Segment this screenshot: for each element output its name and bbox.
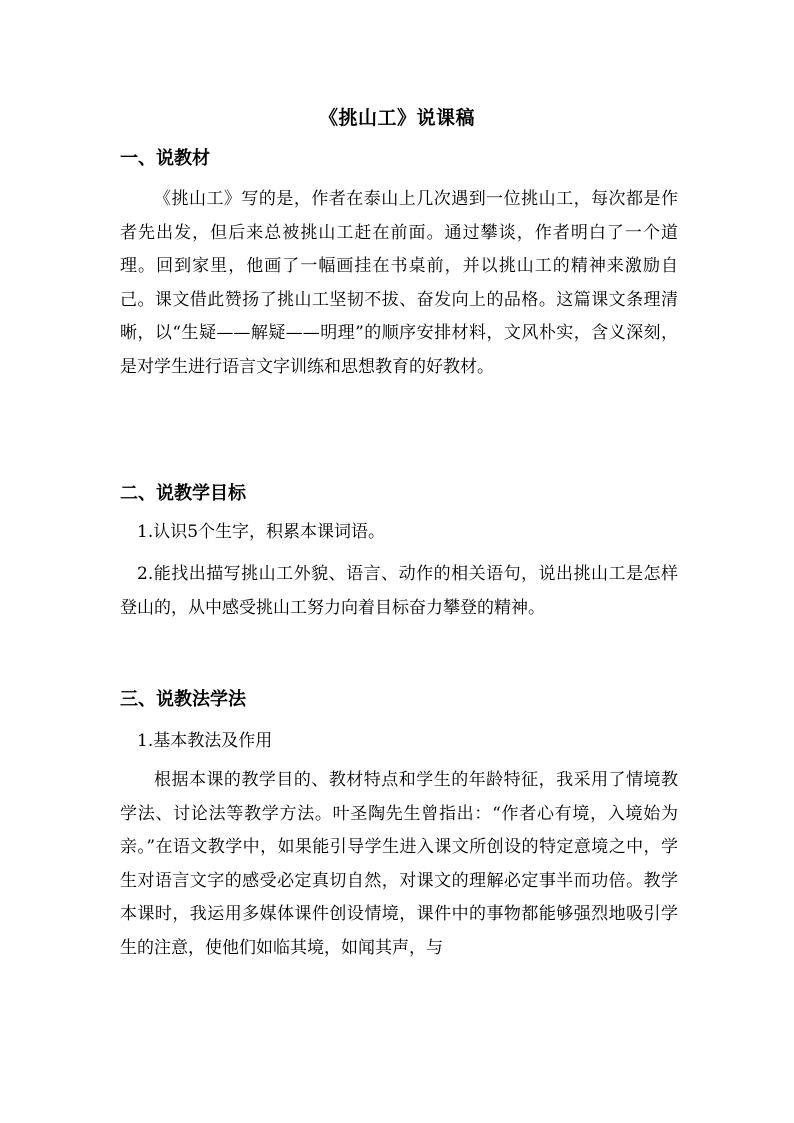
method-item-1: 1.基本教法及作用 [137,731,273,751]
section-paragraph-teaching-methods: 根据本课的教学目的、教材特点和学生的年龄特征，我采用了情境教学法、讨论法等教学方法。叶圣陶先生曾指出：“作者心有境，入境始为亲。”在语文教学中，如果能引导学生进入课文所创设的特定意境之中，学生对语言文字的感受必定真切自然，对课文的理解必定事半而功倍。教学本课时，我运用多媒体课件创设情境，课件中的事物都能够强烈地吸引学生的注意，使他们如临其境，如闻其声，与 [120,770,678,958]
goal-item-2: 2.能找出描写挑山工外貌、语言、动作的相关语句，说出挑山工是怎样登山的，从中感受挑山工努力向着目标奋力攀登的精神。 [120,564,678,618]
section-paragraph-teaching-material: 《挑山工》写的是，作者在泰山上几次遇到一位挑山工，每次都是作者先出发，但后来总被挑山工赶在前面。通过攀谈，作者明白了一个道理。回到家里，他画了一幅画挂在书桌前，并以挑山工的精神来激励自己。课文借此赞扬了挑山工坚韧不拔、奋发向上的品格。这篇课文条理清晰，以“生疑——解疑——明理”的顺序安排材料，文风朴实，含义深刻，是对学生进行语言文字训练和思想教育的好教材。 [120,189,678,377]
section-heading-teaching-methods: 三、说教法学法 [120,689,246,710]
document-title: 《挑山工》说课稿 [318,107,475,129]
section-heading-teaching-material: 一、说教材 [120,148,210,169]
goal-item-1: 1.认识5个生字，积累本课词语。 [137,522,386,542]
section-heading-teaching-goals: 二、说教学目标 [120,483,246,504]
